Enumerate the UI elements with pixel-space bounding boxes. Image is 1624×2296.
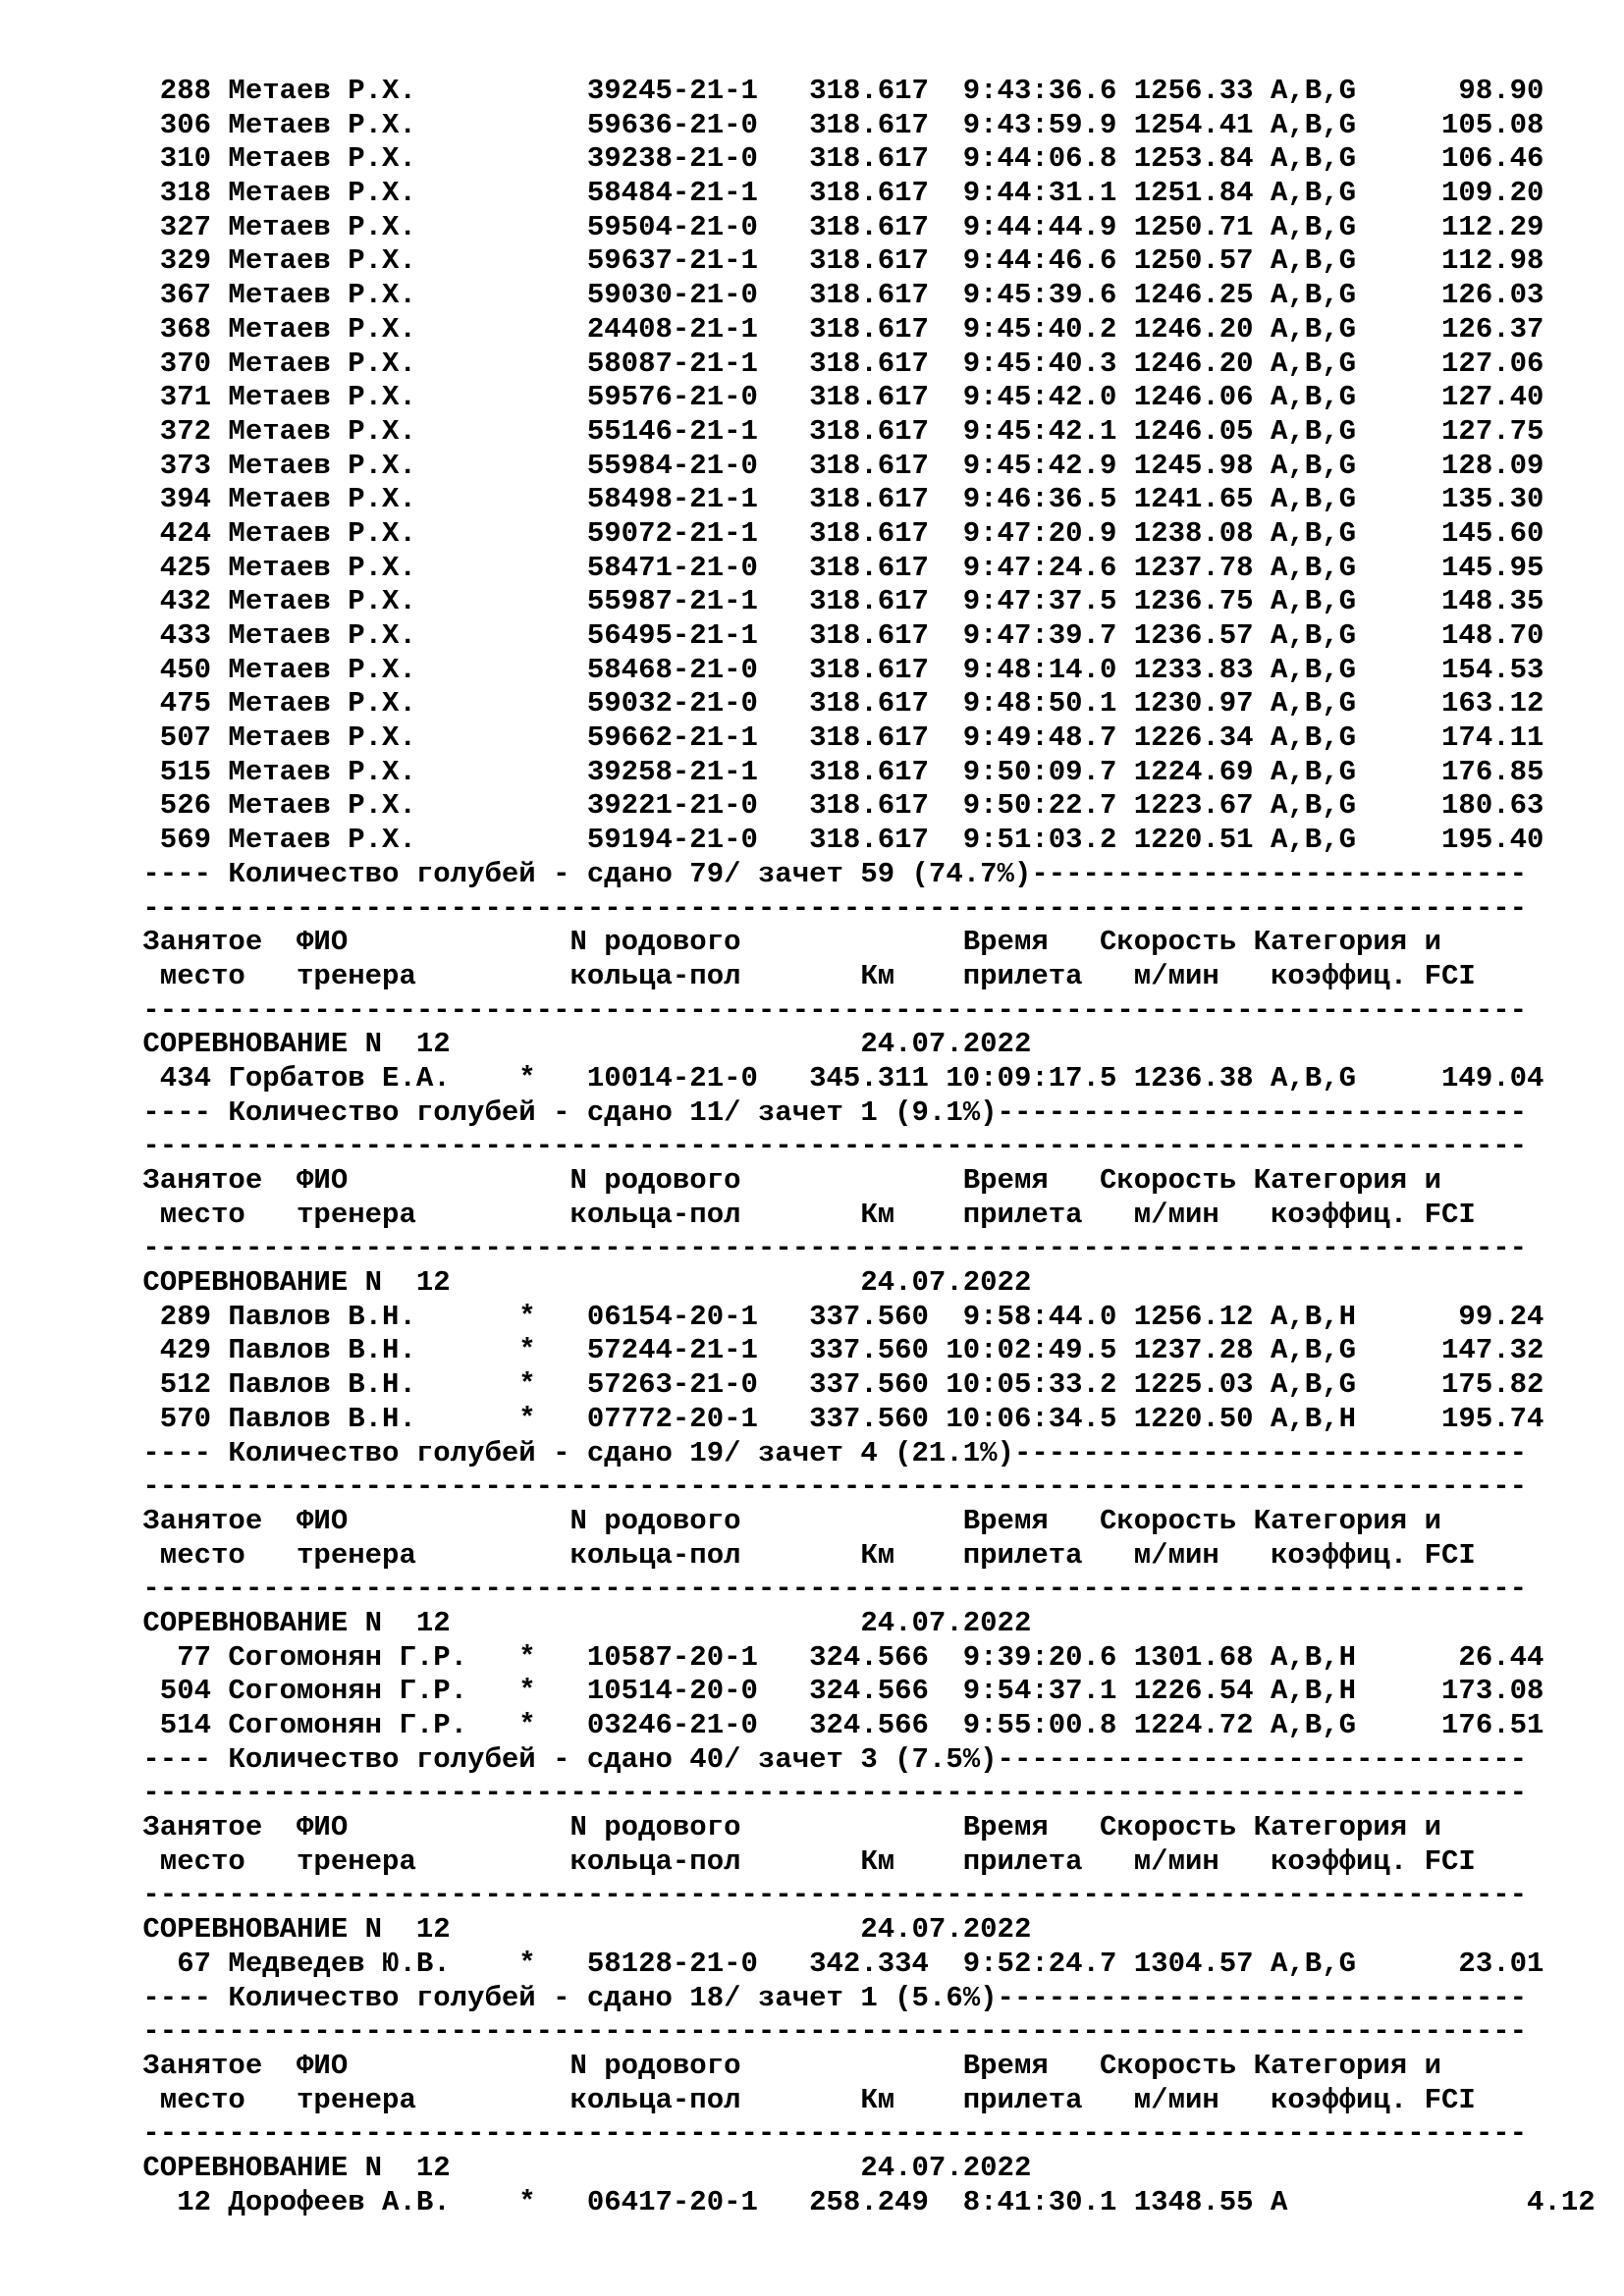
- document-line: 504 Согомонян Г.Р. * 10514-20-0 324.566 9:54:37.1 1226.54 A,B,H 173.08: [126, 1675, 1544, 1708]
- document-line: 450 Метаев Р.Х. 58468-21-0 318.617 9:48:14.0 1233.83 A,B,G 154.53: [126, 653, 1544, 686]
- document-line: 67 Медведев Ю.В. * 58128-21-0 342.334 9:52:24.7 1304.57 A,B,G 23.01: [126, 1947, 1544, 1980]
- document-line: место тренера кольца-пол Км прилета м/мин коэффиц. FCI: [126, 2083, 1476, 2116]
- document-line: Занятое ФИО N родового Время Скорость Категория и: [126, 1811, 1442, 1844]
- results-document: [126, 75, 1598, 2219]
- document-line: ---------------------------------------------------------------------------------: [126, 1232, 1528, 1265]
- document-line: 329 Метаев Р.Х. 59637-21-1 318.617 9:44:46.6 1250.57 A,B,G 112.98: [126, 244, 1544, 278]
- document-line: 289 Павлов В.Н. * 06154-20-1 337.560 9:58:44.0 1256.12 A,B,H 99.24: [126, 1300, 1544, 1333]
- document-line: 318 Метаев Р.Х. 58484-21-1 318.617 9:44:31.1 1251.84 A,B,G 109.20: [126, 177, 1544, 210]
- document-line: 514 Согомонян Г.Р. * 03246-21-0 324.566 9:55:00.8 1224.72 A,B,G 176.51: [126, 1709, 1544, 1741]
- document-line: СОРЕВНОВАНИЕ N 12 24.07.2022: [126, 1913, 1032, 1947]
- document-line: ---- Количество голубей - сдано 19/ зачет 4 (21.1%)------------------------------: [126, 1436, 1528, 1469]
- document-line: Занятое ФИО N родового Время Скорость Категория и: [126, 926, 1442, 959]
- document-line: 77 Согомонян Г.Р. * 10587-20-1 324.566 9:39:20.6 1301.68 A,B,H 26.44: [126, 1640, 1544, 1674]
- document-line: СОРЕВНОВАНИЕ N 12 24.07.2022: [126, 2151, 1032, 2184]
- document-line: 432 Метаев Р.Х. 55987-21-1 318.617 9:47:37.5 1236.75 A,B,G 148.35: [126, 585, 1544, 618]
- document-line: 570 Павлов В.Н. * 07772-20-1 337.560 10:06:34.5 1220.50 A,B,H 195.74: [126, 1402, 1544, 1435]
- document-line: 327 Метаев Р.Х. 59504-21-0 318.617 9:44:44.9 1250.71 A,B,G 112.29: [126, 210, 1544, 243]
- document-line: место тренера кольца-пол Км прилета м/мин коэффиц. FCI: [126, 959, 1476, 992]
- document-line: ---- Количество голубей - сдано 11/ зачет 1 (9.1%)-------------------------------: [126, 1095, 1528, 1129]
- document-line: место тренера кольца-пол Км прилета м/мин коэффиц. FCI: [126, 1538, 1476, 1572]
- document-line: СОРЕВНОВАНИЕ N 12 24.07.2022: [126, 1266, 1032, 1300]
- document-line: ---- Количество голубей - сдано 79/ зачет 59 (74.7%)-----------------------------: [126, 857, 1528, 890]
- document-line: 368 Метаев Р.Х. 24408-21-1 318.617 9:45:40.2 1246.20 A,B,G 126.37: [126, 312, 1544, 346]
- document-line: 507 Метаев Р.Х. 59662-21-1 318.617 9:49:48.7 1226.34 A,B,G 174.11: [126, 721, 1544, 755]
- document-line: Занятое ФИО N родового Время Скорость Категория и: [126, 1164, 1442, 1197]
- document-line: ---- Количество голубей - сдано 40/ зачет 3 (7.5%)-------------------------------: [126, 1742, 1528, 1776]
- document-line: ---------------------------------------------------------------------------------: [126, 993, 1528, 1027]
- document-line: ---------------------------------------------------------------------------------: [126, 1470, 1528, 1504]
- document-line: ---------------------------------------------------------------------------------: [126, 1130, 1528, 1163]
- document-line: СОРЕВНОВАНИЕ N 12 24.07.2022: [126, 1028, 1032, 1061]
- document-line: 433 Метаев Р.Х. 56495-21-1 318.617 9:47:39.7 1236.57 A,B,G 148.70: [126, 619, 1544, 652]
- document-line: ---------------------------------------------------------------------------------: [126, 891, 1528, 925]
- document-line: Занятое ФИО N родового Время Скорость Категория и: [126, 2049, 1442, 2082]
- document-line: 424 Метаев Р.Х. 59072-21-1 318.617 9:47:20.9 1238.08 A,B,G 145.60: [126, 516, 1544, 550]
- document-line: ---------------------------------------------------------------------------------: [126, 2015, 1528, 2049]
- document-line: 367 Метаев Р.Х. 59030-21-0 318.617 9:45:39.6 1246.25 A,B,G 126.03: [126, 279, 1544, 312]
- document-line: 370 Метаев Р.Х. 58087-21-1 318.617 9:45:40.3 1246.20 A,B,G 127.06: [126, 347, 1544, 380]
- document-line: 310 Метаев Р.Х. 39238-21-0 318.617 9:44:06.8 1253.84 A,B,G 106.46: [126, 142, 1544, 176]
- document-line: 475 Метаев Р.Х. 59032-21-0 318.617 9:48:50.1 1230.97 A,B,G 163.12: [126, 687, 1544, 721]
- document-line: СОРЕВНОВАНИЕ N 12 24.07.2022: [126, 1606, 1032, 1639]
- document-line: 373 Метаев Р.Х. 55984-21-0 318.617 9:45:42.9 1245.98 A,B,G 128.09: [126, 449, 1544, 482]
- document-line: ---------------------------------------------------------------------------------: [126, 2117, 1528, 2151]
- document-line: ---------------------------------------------------------------------------------: [126, 1879, 1528, 1912]
- document-line: место тренера кольца-пол Км прилета м/мин коэффиц. FCI: [126, 1844, 1476, 1878]
- document-line: 394 Метаев Р.Х. 58498-21-1 318.617 9:46:36.5 1241.65 A,B,G 135.30: [126, 483, 1544, 516]
- document-line: 425 Метаев Р.Х. 58471-21-0 318.617 9:47:24.6 1237.78 A,B,G 145.95: [126, 551, 1544, 584]
- document-line: ---------------------------------------------------------------------------------: [126, 1573, 1528, 1606]
- document-line: 515 Метаев Р.Х. 39258-21-1 318.617 9:50:09.7 1224.69 A,B,G 176.85: [126, 755, 1544, 788]
- document-line: 512 Павлов В.Н. * 57263-21-0 337.560 10:05:33.2 1225.03 A,B,G 175.82: [126, 1368, 1544, 1402]
- document-line: 372 Метаев Р.Х. 55146-21-1 318.617 9:45:42.1 1246.05 A,B,G 127.75: [126, 414, 1544, 448]
- document-line: 371 Метаев Р.Х. 59576-21-0 318.617 9:45:42.0 1246.06 A,B,G 127.40: [126, 381, 1544, 414]
- document-line: ---- Количество голубей - сдано 18/ зачет 1 (5.6%)-------------------------------: [126, 1981, 1528, 2014]
- document-line: 12 Дорофеев А.В. * 06417-20-1 258.249 8:41:30.1 1348.55 A 4.12: [126, 2185, 1596, 2218]
- document-line: ---------------------------------------------------------------------------------: [126, 1777, 1528, 1810]
- document-line: 429 Павлов В.Н. * 57244-21-1 337.560 10:02:49.5 1237.28 A,B,G 147.32: [126, 1334, 1544, 1367]
- document-line: 306 Метаев Р.Х. 59636-21-0 318.617 9:43:59.9 1254.41 A,B,G 105.08: [126, 108, 1544, 141]
- document-line: Занятое ФИО N родового Время Скорость Категория и: [126, 1504, 1442, 1537]
- document-line: 434 Горбатов Е.А. * 10014-21-0 345.311 10:09:17.5 1236.38 A,B,G 149.04: [126, 1061, 1544, 1095]
- document-line: 569 Метаев Р.Х. 59194-21-0 318.617 9:51:03.2 1220.51 A,B,G 195.40: [126, 824, 1544, 857]
- document-line: место тренера кольца-пол Км прилета м/мин коэффиц. FCI: [126, 1198, 1476, 1231]
- document-line: 526 Метаев Р.Х. 39221-21-0 318.617 9:50:22.7 1223.67 A,B,G 180.63: [126, 789, 1544, 823]
- document-line: 288 Метаев Р.Х. 39245-21-1 318.617 9:43:36.6 1256.33 A,B,G 98.90: [126, 75, 1544, 107]
